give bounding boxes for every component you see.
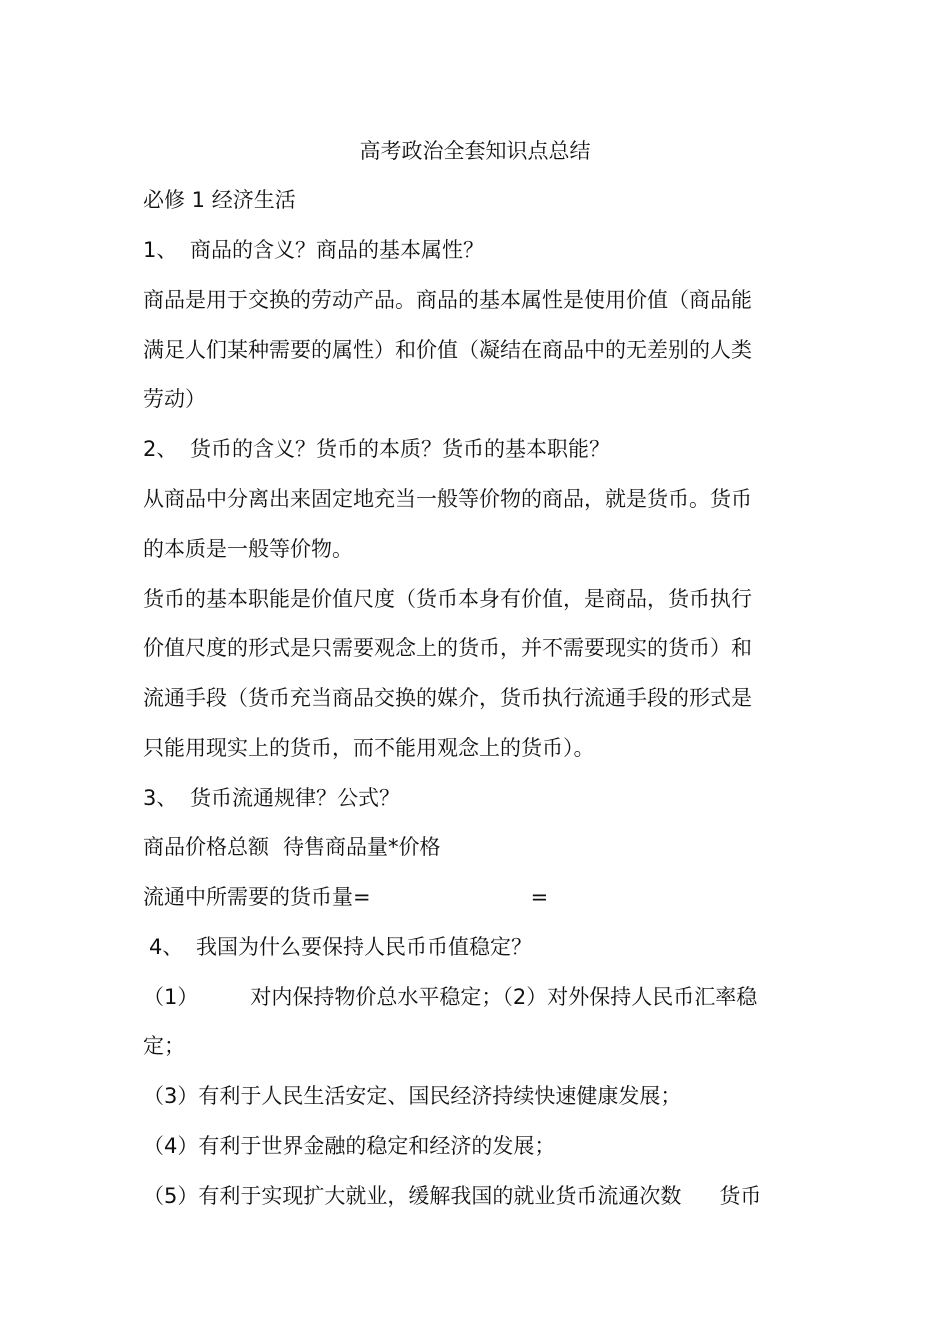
answer-2-line-2: 的本质是一般等价物。 — [143, 537, 353, 561]
document-title: 高考政治全套知识点总结 — [359, 139, 591, 163]
question-text: 货币流通规律？公式？ — [190, 786, 400, 810]
question-number: 4、 — [149, 935, 184, 959]
answer-2-line-1: 从商品中分离出来固定地充当一般等价物的商品，就是货币。货币 — [143, 487, 752, 511]
question-number: 2、 — [143, 437, 178, 461]
answer-1-line-1: 商品是用于交换的劳动产品。商品的基本属性是使用价值（商品能 — [143, 288, 752, 312]
answer-2-line-6: 只能用现实上的货币，而不能用观念上的货币）。 — [143, 736, 595, 760]
answer-2-line-3: 货币的基本职能是价值尺度（货币本身有价值，是商品，货币执行 — [143, 587, 752, 611]
answer-4-line-2: 定； — [143, 1034, 185, 1058]
answer-2-line-5: 流通手段（货币充当商品交换的媒介，货币执行流通手段的形式是 — [143, 686, 752, 710]
point-number: （1） — [143, 985, 199, 1009]
answer-4-point-3: （3）有利于人民生活安定、国民经济持续快速健康发展； — [143, 1084, 682, 1108]
point-text: （5）有利于实现扩大就业，缓解我国的就业货币流通次数 — [143, 1184, 682, 1208]
question-1 — [143, 235, 813, 265]
formula-equation-line — [143, 882, 813, 912]
point-text: 对内保持物价总水平稳定；（2）对外保持人民币汇率稳 — [250, 985, 758, 1009]
question-2 — [143, 434, 813, 464]
question-text: 货币的含义？货币的本质？货币的基本职能？ — [190, 437, 610, 461]
formula-lhs: 流通中所需要的货币量= — [143, 885, 371, 909]
answer-2-line-4: 价值尺度的形式是只需要观念上的货币，并不需要现实的货币）和 — [143, 636, 752, 660]
formula-numerator-line — [143, 832, 813, 862]
answer-1-line-3: 劳动） — [143, 387, 206, 411]
question-number: 3、 — [143, 786, 178, 810]
question-4 — [149, 932, 819, 962]
answer-4-point-4: （4）有利于世界金融的稳定和经济的发展； — [143, 1134, 556, 1158]
question-text: 商品的含义？商品的基本属性？ — [190, 238, 484, 262]
question-number: 1、 — [143, 238, 178, 262]
formula-equals: = — [530, 885, 549, 909]
formula-part-1: 商品价格总额 — [143, 835, 269, 859]
answer-4-line-1 — [143, 982, 813, 1012]
formula-part-2: 待售商品量*价格 — [283, 835, 441, 859]
question-3 — [143, 783, 813, 813]
question-text: 我国为什么要保持人民币币值稳定？ — [196, 935, 532, 959]
answer-1-line-2: 满足人们某种需要的属性）和价值（凝结在商品中的无差别的人类 — [143, 338, 752, 362]
answer-4-point-5 — [143, 1181, 813, 1211]
section-heading: 必修 1 经济生活 — [143, 188, 296, 212]
point-tail: 货币 — [719, 1184, 762, 1208]
